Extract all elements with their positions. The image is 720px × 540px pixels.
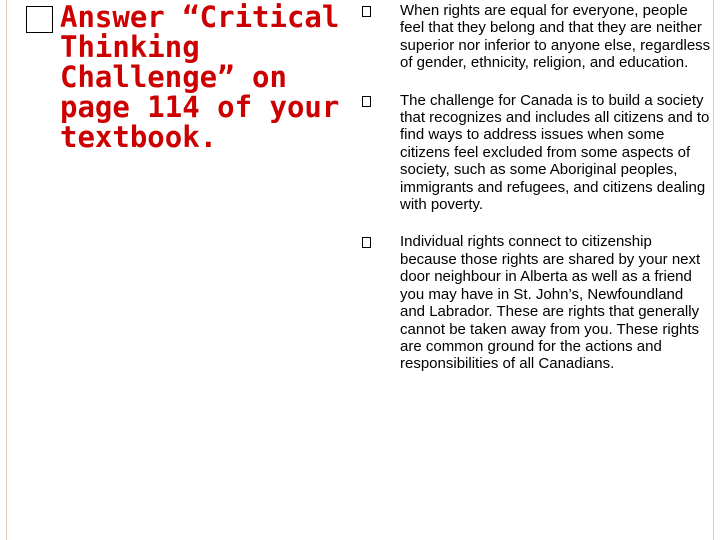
bullet-box-icon (362, 6, 371, 17)
slide-frame-right-line (713, 0, 714, 540)
bullet-text: When rights are equal for everyone, people feel that they belong and that they are neither superior nor inferior to anyone else, regardless of gender, ethnicity, religion, and education. (400, 2, 711, 72)
list-item (362, 2, 712, 72)
bullet-text: The challenge for Canada is to build a society that recognizes and includes all citizens and to find ways to address issues when some citizens feel excluded from some aspects of society, such as some Aboriginal peoples, immigrants and refugees, and citizens dealing with poverty. (400, 91, 710, 214)
list-item (362, 233, 712, 372)
bullet-text: Individual rights connect to citizenship because those rights are shared by your next door neighbour in Alberta as well as a friend you may have in St. John’s, Newfoundland and Labrador. These are rights that generally cannot be taken away from you. These rights are common ground for the actions and responsibilities of all Canadians. (400, 233, 701, 373)
bullet-box-icon (362, 237, 371, 248)
bullet-list (362, 2, 712, 393)
list-item (362, 92, 712, 214)
slide-heading: Answer “Critical Thinking Challenge” on page 114 of your textbook. (60, 0, 340, 154)
bullet-box-icon (362, 96, 371, 107)
bullet-box-icon (26, 6, 53, 33)
slide-frame-left-line (6, 0, 7, 540)
